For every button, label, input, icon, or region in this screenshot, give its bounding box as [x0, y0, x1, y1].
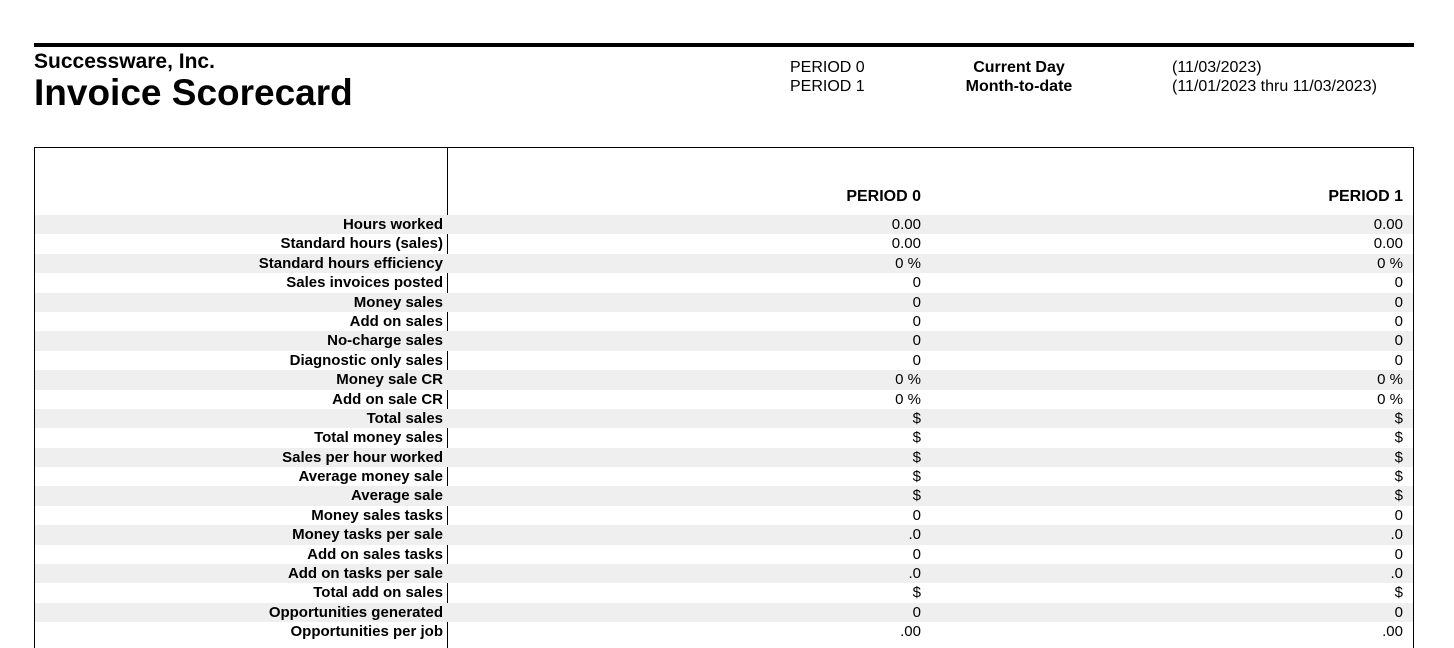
period-1-value: .0	[1390, 565, 1403, 583]
period-0-value: 0 %	[895, 254, 921, 272]
period-1-value: 0	[1394, 506, 1403, 524]
period-1-value: 0	[1394, 332, 1403, 350]
period-0-value: $	[912, 584, 921, 602]
period-1-value: $	[1394, 487, 1403, 505]
row-label: Standard hours (sales)	[280, 235, 443, 253]
row-label: Total money sales	[314, 429, 443, 447]
period-0-value: $	[912, 468, 921, 486]
table-row	[35, 545, 1413, 564]
table-row	[35, 254, 1413, 273]
period-1-value: $	[1394, 584, 1403, 602]
period-1-value: 0	[1394, 312, 1403, 330]
table-row	[35, 273, 1413, 292]
table-row	[35, 331, 1413, 350]
column-header-period-1: PERIOD 1	[1328, 188, 1403, 205]
table-row	[35, 506, 1413, 525]
period-0-value: 0	[912, 332, 921, 350]
company-name: Successware, Inc.	[34, 50, 215, 73]
table-body	[35, 215, 1413, 642]
period-1-value: 0 %	[1377, 371, 1403, 389]
period-1-value: $	[1394, 468, 1403, 486]
row-label: Hours worked	[342, 216, 443, 233]
table-row	[35, 234, 1413, 253]
period-1-value: 0	[1394, 274, 1403, 292]
row-label: Total add on sales	[313, 584, 443, 602]
period-0-value: .0	[908, 565, 921, 583]
table-row	[35, 312, 1413, 331]
table-row	[35, 215, 1413, 234]
period-1-value: $	[1394, 448, 1403, 466]
period-0-value: 0.00	[891, 235, 921, 253]
period-1-value: 0 %	[1377, 390, 1403, 408]
period-1-value: 0.00	[1373, 216, 1403, 233]
table-row	[35, 351, 1413, 370]
table-row	[35, 467, 1413, 486]
period-ranges	[1172, 58, 1377, 96]
scorecard-table	[34, 147, 1414, 648]
row-label: Sales invoices posted	[286, 274, 443, 292]
table-row	[35, 603, 1413, 622]
row-label: Money tasks per sale	[292, 526, 443, 544]
row-label: Opportunities per job	[290, 623, 443, 641]
period-1-id: PERIOD 1	[790, 78, 865, 95]
period-0-value: 0 %	[895, 390, 921, 408]
table-row	[35, 583, 1413, 602]
period-0-value: 0	[912, 603, 921, 621]
row-label: Average sale	[350, 487, 443, 505]
period-1-value: 0	[1394, 603, 1403, 621]
table-row	[35, 486, 1413, 505]
period-1-value: .0	[1390, 526, 1403, 544]
period-1-value: .00	[1382, 623, 1403, 641]
table-row	[35, 448, 1413, 467]
period-0-value: $	[912, 487, 921, 505]
period-0-value: .0	[908, 526, 921, 544]
period-0-value: $	[912, 448, 921, 466]
row-label: Add on sales	[349, 312, 443, 330]
period-0-value: $	[912, 429, 921, 447]
period-0-value: 0 %	[895, 371, 921, 389]
period-0-value: 0	[912, 293, 921, 311]
period-1-value: $	[1394, 409, 1403, 427]
period-ids	[790, 58, 865, 96]
period-1-value: 0	[1394, 351, 1403, 369]
period-0-value: 0	[912, 351, 921, 369]
table-row	[35, 409, 1413, 428]
period-1-value: 0.00	[1373, 235, 1403, 253]
period-0-value: 0	[912, 545, 921, 563]
row-label: Add on tasks per sale	[287, 565, 443, 583]
period-1-value: 0	[1394, 293, 1403, 311]
table-row	[35, 428, 1413, 447]
row-label: Money sales tasks	[311, 506, 443, 524]
table-row	[35, 293, 1413, 312]
row-label: Total sales	[366, 409, 443, 427]
table-row	[35, 370, 1413, 389]
row-label: Money sale CR	[336, 371, 443, 389]
row-label: No-charge sales	[327, 332, 443, 350]
period-0-value: 0	[912, 274, 921, 292]
period-0-value: 0	[912, 506, 921, 524]
period-0-value: $	[912, 409, 921, 427]
row-label: Diagnostic only sales	[289, 351, 443, 369]
period-1-value: 0	[1394, 545, 1403, 563]
period-0-value: 0	[912, 312, 921, 330]
period-names	[940, 58, 1098, 96]
report-title: Invoice Scorecard	[34, 72, 353, 113]
period-0-range: (11/03/2023)	[1172, 59, 1262, 76]
period-1-range: (11/01/2023 thru 11/03/2023)	[1172, 78, 1377, 95]
row-label: Opportunities generated	[268, 603, 443, 621]
period-0-id: PERIOD 0	[790, 59, 865, 76]
period-1-value: 0 %	[1377, 254, 1403, 272]
row-label: Add on sale CR	[332, 390, 443, 408]
column-header-period-0: PERIOD 0	[846, 188, 921, 205]
row-label: Add on sales tasks	[307, 545, 443, 563]
row-label: Sales per hour worked	[282, 448, 443, 466]
row-label: Standard hours efficiency	[258, 254, 443, 272]
table-row	[35, 525, 1413, 544]
header-rule	[34, 43, 1414, 47]
table-row	[35, 390, 1413, 409]
row-label: Average money sale	[298, 468, 443, 486]
period-0-name: Current Day	[973, 59, 1065, 76]
period-0-value: 0.00	[891, 216, 921, 233]
table-row	[35, 564, 1413, 583]
period-1-value: $	[1394, 429, 1403, 447]
period-1-name: Month-to-date	[965, 78, 1073, 95]
period-0-value: .00	[900, 623, 921, 641]
row-label: Money sales	[353, 293, 443, 311]
